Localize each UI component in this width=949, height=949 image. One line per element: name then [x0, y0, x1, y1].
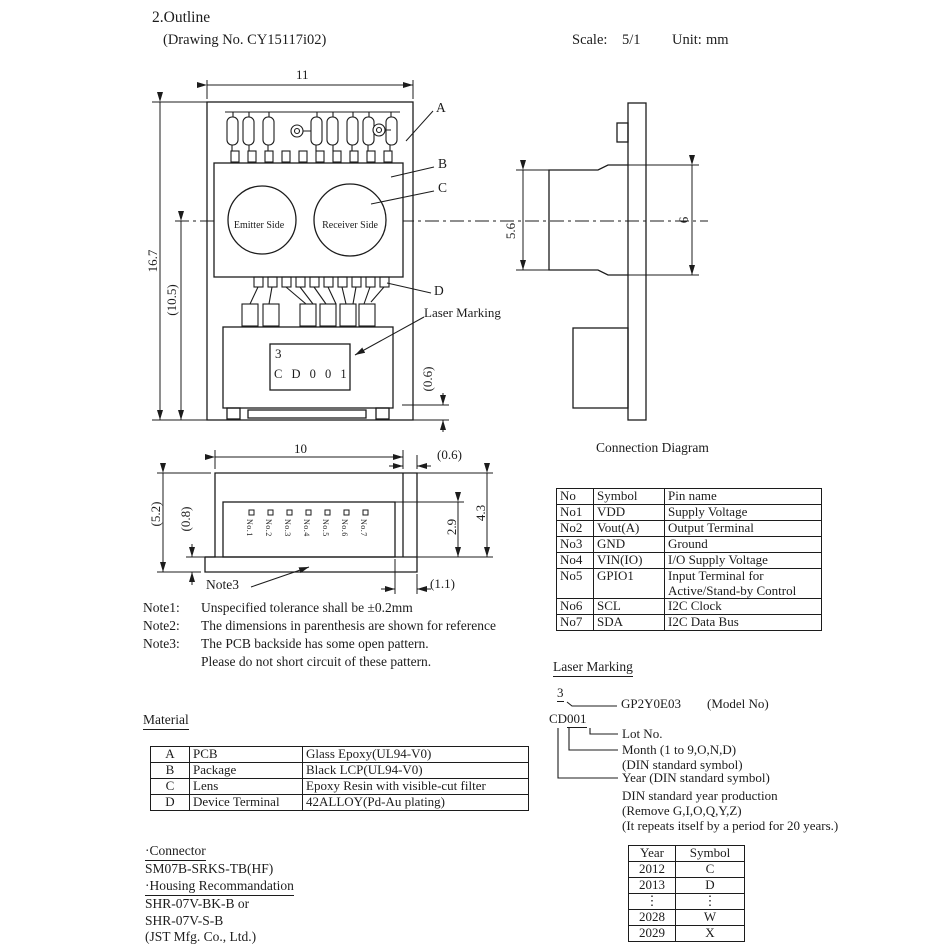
table-row [557, 489, 822, 505]
marking-text-line1: 3 [275, 346, 282, 361]
cell-year: 2012 [629, 862, 676, 878]
housing-heading: ·Housing Recommandation [145, 879, 294, 896]
table-row [151, 763, 529, 779]
dim-front-height: 16.7 [144, 249, 160, 273]
drawing-number: (Drawing No. CY15117i02) [163, 32, 327, 48]
table-row [629, 862, 745, 878]
cell-no: No3 [557, 537, 594, 553]
cell-pin: I2C Clock [665, 599, 822, 615]
dim-side-lens: 5.6 [502, 222, 518, 240]
laser-marking-callout: Laser Marking [424, 305, 501, 320]
cell-pin: Output Terminal [665, 521, 822, 537]
note1-text: Unspecified tolerance shall be ±0.2mm [201, 600, 413, 615]
callout-d: D [434, 283, 444, 298]
connector-part: SM07B-SRKS-TB(HF) [145, 861, 274, 876]
callout-a: A [436, 100, 446, 115]
year-symbol-table [628, 845, 745, 942]
col-header-symbol: Symbol [594, 489, 665, 505]
dim-bottom-lip-ref: (0.8) [177, 506, 193, 532]
housing-option-1: SHR-07V-BK-B or [145, 896, 250, 911]
dim-bottom-edge-ref: (0.6) [437, 447, 462, 462]
table-row [151, 795, 529, 811]
note1-label: Note1: [143, 600, 180, 615]
cell-pin: Supply Voltage [665, 505, 822, 521]
leader-a [406, 111, 433, 141]
note3-text2: Please do not short circuit of these pattern. [201, 654, 432, 669]
cell-symbol: C [676, 862, 745, 878]
laser-marking-lot: Lot No. [622, 726, 663, 741]
cell-material-name: Lens [190, 779, 303, 795]
unit-value: mm [706, 32, 729, 48]
page-title: 2.Outline [152, 9, 211, 26]
laser-marking-code-suffix: 001 [567, 712, 587, 728]
pin-label-7: No.7 [359, 519, 368, 537]
scale-label: Scale: [572, 32, 608, 48]
pin-label-6: No.6 [340, 519, 349, 537]
cell-pin: Input Terminal for Active/Stand-by Control [665, 569, 822, 599]
col-header-symbol: Symbol [676, 846, 745, 862]
cell-symbol: VDD [594, 505, 665, 521]
table-row [557, 569, 822, 599]
pin-label-2: No.2 [264, 519, 273, 537]
cell-symbol: X [676, 926, 745, 942]
cell-no: No2 [557, 521, 594, 537]
side-dimensions [516, 165, 699, 275]
table-row [557, 553, 822, 569]
side-view [516, 103, 699, 420]
note3-label: Note3: [143, 636, 180, 651]
table-row [557, 615, 822, 631]
connector-heading: ·Connector [145, 844, 206, 861]
material-heading: Material [143, 713, 189, 730]
cell-symbol: Vout(A) [594, 521, 665, 537]
cell-pin: I/O Supply Voltage [665, 553, 822, 569]
laser-marking-year: Year (DIN standard symbol) [622, 770, 770, 785]
note3-arrow [251, 567, 309, 587]
cell-symbol: GPIO1 [594, 569, 665, 599]
table-row [629, 910, 745, 926]
cell-year: 2029 [629, 926, 676, 942]
cell-year: 2028 [629, 910, 676, 926]
laser-marking-model-note: (Model No) [707, 696, 769, 711]
cell-symbol: GND [594, 537, 665, 553]
table-row [557, 521, 822, 537]
note2-label: Note2: [143, 618, 180, 633]
pin-label-3: No.3 [283, 519, 292, 537]
cell-material-value: Glass Epoxy(UL94-V0) [303, 747, 529, 763]
table-row [629, 846, 745, 862]
receiver-side-label: Receiver Side [322, 220, 378, 231]
table-row [557, 505, 822, 521]
laser-marking-month: Month (1 to 9,O,N,D) [622, 742, 737, 757]
side-connector-block [573, 328, 628, 408]
unit-label: Unit: [672, 32, 702, 48]
laser-marking-year-note2: (Remove G,I,O,Q,Y,Z) [622, 803, 742, 818]
pin-label-1: No.1 [245, 519, 254, 537]
material-table [150, 746, 529, 811]
marking-text-line2: C D 0 0 1 [274, 367, 350, 381]
housing-option-2: SHR-07V-S-B [145, 913, 224, 928]
side-lens-block [549, 165, 628, 275]
callout-b: B [438, 156, 448, 171]
side-top-tab [617, 123, 628, 142]
table-row [629, 894, 745, 910]
cell-material-name: PCB [190, 747, 303, 763]
cell-no: No6 [557, 599, 594, 615]
lot-leader [590, 728, 618, 734]
cell-symbol: SCL [594, 599, 665, 615]
note3-text: The PCB backside has some open pattern. [201, 636, 429, 651]
table-row [629, 926, 745, 942]
table-row [151, 747, 529, 763]
connector-manufacturer: (JST Mfg. Co., Ltd.) [145, 929, 257, 944]
bottom-pin-squares [249, 510, 368, 515]
pin-label-4: No.4 [302, 519, 311, 537]
month-leader [569, 728, 618, 750]
dim-bottom-height-ref: (5.2) [147, 501, 163, 527]
pcb-trace-pattern-top [225, 112, 400, 162]
cell-symbol: D [676, 878, 745, 894]
table-row [557, 599, 822, 615]
dim-bottom-corner-ref: (1.1) [430, 576, 455, 591]
dim-front-width: 11 [296, 67, 309, 82]
cell-material-value: Black LCP(UL94-V0) [303, 763, 529, 779]
dim-front-step-ref: (0.6) [419, 366, 435, 392]
cell-symbol: SDA [594, 615, 665, 631]
table-row [151, 779, 529, 795]
model-leader [567, 702, 617, 706]
cell-material-key: C [151, 779, 190, 795]
dim-bottom-inner: 2.9 [443, 518, 459, 536]
cell-material-value: 42ALLOY(Pd-Au plating) [303, 795, 529, 811]
note3-ref-label: Note3 [206, 577, 239, 592]
laser-marking-model-no: GP2Y0E03 [621, 696, 681, 711]
col-header-no: No [557, 489, 594, 505]
table-row [629, 878, 745, 894]
laser-marking-year-note3: (It repeats itself by a period for 20 years.) [622, 818, 839, 833]
cell-no: No5 [557, 569, 594, 599]
cell-pin: Ground [665, 537, 822, 553]
laser-marking-code-prefix: CD [549, 711, 568, 726]
cell-material-value: Epoxy Resin with visible-cut filter [303, 779, 529, 795]
foot-center [248, 410, 366, 418]
note2-text: The dimensions in parenthesis are shown for reference [201, 618, 497, 633]
cell-year: 2013 [629, 878, 676, 894]
scale-value: 5/1 [622, 32, 641, 48]
callout-c: C [438, 180, 448, 195]
dim-bottom-outer: 4.3 [472, 504, 488, 522]
cell-material-name: Package [190, 763, 303, 779]
cell-pin: I2C Data Bus [665, 615, 822, 631]
emitter-side-label: Emitter Side [233, 220, 285, 231]
dim-bottom-width: 10 [294, 441, 307, 456]
col-header-year: Year [629, 846, 676, 862]
leader-d [387, 283, 431, 293]
year-leader [558, 728, 618, 778]
laser-marking-heading: Laser Marking [553, 660, 633, 677]
cell-no: No4 [557, 553, 594, 569]
laser-marking-top-char: 3 [557, 686, 564, 702]
cell-material-key: D [151, 795, 190, 811]
cell-symbol: W [676, 910, 745, 926]
cell-material-key: A [151, 747, 190, 763]
pin-label-5: No.5 [321, 519, 330, 537]
laser-marking-month-note: (DIN standard symbol) [622, 757, 743, 772]
dim-front-height-ref: (10.5) [163, 284, 179, 316]
cell-no: No7 [557, 615, 594, 631]
cell-symbol-ellipsis: ⋮ [676, 894, 745, 910]
laser-marking-year-note1: DIN standard year production [622, 788, 778, 803]
cell-no: No1 [557, 505, 594, 521]
dim-side-body: 6 [675, 216, 691, 224]
connection-diagram-heading: Connection Diagram [596, 440, 709, 455]
connection-diagram-table [556, 488, 822, 631]
cell-material-name: Device Terminal [190, 795, 303, 811]
cell-symbol: VIN(IO) [594, 553, 665, 569]
foot-left [227, 408, 240, 419]
foot-right [376, 408, 389, 419]
cell-material-key: B [151, 763, 190, 779]
table-row [557, 537, 822, 553]
cell-year-ellipsis: ⋮ [629, 894, 676, 910]
pcb-trace-pattern-bottom [242, 277, 389, 326]
col-header-pin-name: Pin name [665, 489, 822, 505]
side-pcb-board [628, 103, 646, 420]
